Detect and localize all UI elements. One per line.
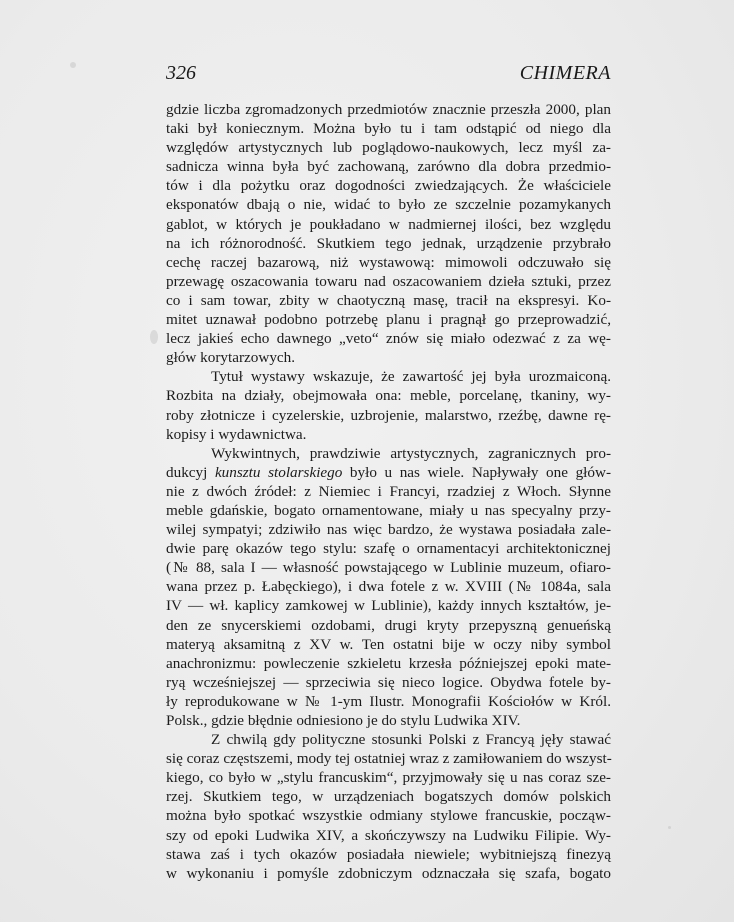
text-line: się coraz częstszemi, mody tej ostatniej wraz z zamiłowaniem do wszyst- bbox=[166, 750, 612, 768]
text-line: przewagę oszacowania towaru nad oszacowaniem dzieła sztuki, przez bbox=[166, 272, 611, 290]
paper-speck bbox=[70, 62, 76, 68]
text-line: gablot, w których je poukładano w nadmiernej ilości, bez względu bbox=[166, 215, 611, 233]
running-head bbox=[166, 62, 611, 90]
text-line: Wykwintnych, prawdziwie artystycznych, zagranicznych pro- bbox=[211, 444, 611, 462]
text-line: anachronizmu: powleczenie szkieletu krzesła późniejszej epoki mate- bbox=[166, 654, 611, 672]
paper-speck bbox=[668, 826, 671, 829]
paragraph bbox=[166, 100, 611, 367]
text-line: względów artystycznych lub poglądowo-naukowych, lecz myśl za- bbox=[166, 139, 611, 157]
text-line: na ich różnorodność. Skutkiem tego jednak, urządzenie przybrało bbox=[166, 234, 611, 252]
text-line: meble gdańskie, bogato ornamentowane, miały u nas specyalny przy- bbox=[166, 501, 611, 519]
text-line: Rozbita na działy, obejmowała ona: meble, porcelanę, tkaniny, wy- bbox=[166, 387, 611, 405]
text-line: wilej sympatyi; zdziwiło nas więc bardzo, że wystawa posiadała zale- bbox=[166, 521, 611, 539]
text-line: gdzie liczba zgromadzonych przedmiotów znacznie przeszła 2000, plan bbox=[166, 101, 611, 118]
page-number: 326 bbox=[166, 62, 196, 84]
text-line: IV — wł. kaplicy zamkowej w Lublinie), każdy innych kształtów, je- bbox=[166, 597, 611, 615]
text-line: roby złotnicze i cyzelerskie, uzbrojenie, malarstwo, rzeźbę, dawne rę- bbox=[166, 406, 611, 424]
text-line: eksponatów dbają o nie, widać to było ze szczelnie pozamykanych bbox=[166, 196, 611, 214]
text-line: co i sam towar, zbity w chaotyczną masę, tracił na ekspresyi. Ko- bbox=[166, 291, 611, 309]
text-line: można było spotkać wszystkie odmiany stylowe francuskie, począw- bbox=[166, 807, 611, 825]
text-line: Z chwilą gdy polityczne stosunki Polski z Francyą jęły stawać bbox=[211, 731, 611, 749]
text-line: kopisy i wydawnictwa. bbox=[166, 425, 307, 443]
text-line: kiego, co było w „stylu francuskim“, przyjmowały się u nas coraz sze- bbox=[166, 769, 611, 787]
text-line: wana przez p. Łabęckiego), i dwa fotele z w. XVIII (№ 1084a, sala bbox=[166, 578, 611, 596]
text-line: ryą wcześniejszej — sprzeciwia się nieco logice. Obydwa fotele by- bbox=[166, 673, 611, 691]
journal-title: CHIMERA bbox=[519, 62, 611, 84]
text-line: materyą aksamitną z XV w. Ten ostatni bije w oczy niby symbol bbox=[166, 635, 611, 653]
paragraph bbox=[166, 730, 611, 883]
text-line: stawa zaś i tych okazów posiadała niewiele; wybitniejszą finezyą bbox=[166, 845, 611, 863]
text-line: (№ 88, sala I — własność powstającego w Lublinie muzeum, ofiaro- bbox=[166, 559, 611, 577]
text-line: Polsk., gdzie błędnie odniesiono je do stylu Ludwika XIV. bbox=[166, 712, 521, 729]
text-line: rzej. Skutkiem tego, w urządzeniach bogatszych domów polskich bbox=[166, 788, 611, 806]
text-line: den ze snycerskiemi ozdobami, drugi kryty przepyszną genueńską bbox=[166, 616, 611, 634]
text-line: tów i dla pożytku oraz dogodności zwiedzających. Że właściciele bbox=[166, 177, 611, 195]
text-line: taki był koniecznym. Można było tu i tam odstąpić od niego dla bbox=[166, 120, 611, 138]
paragraph bbox=[166, 444, 611, 730]
text-line: sadnicza winna była być zachowaną, zarówno dla dobra przedmio- bbox=[166, 158, 611, 176]
paper-speck bbox=[150, 330, 158, 344]
text-line: nie z dwóch źródeł: z Niemiec i Francyi, rzadziej z Włoch. Słynne bbox=[166, 482, 611, 500]
italic-emphasis: kunsztu stolarskiego bbox=[214, 463, 343, 481]
paragraph bbox=[166, 367, 611, 443]
text-line: szy od epoki Ludwika XIV, a skończywszy na Ludwiku Filipie. Wy- bbox=[166, 826, 611, 844]
body-text bbox=[166, 100, 611, 883]
text-line: głów korytarzowych. bbox=[166, 349, 296, 367]
text-line: dukcyj kunsztu stolarskiego było u nas wiele. Napływały one głów- bbox=[166, 463, 612, 481]
text-line: w wykonaniu i pomyśle zdobniczym odznaczała się szafa, bogato bbox=[166, 864, 611, 882]
text-line: ły reprodukowane w № 1-ym Ilustr. Monografii Kościołów w Król. bbox=[166, 692, 611, 710]
text-line: mitet uznawał podobno potrzebę planu i pragnął go przeprowadzić, bbox=[166, 311, 611, 329]
text-line: cechę raczej bazarową, niż wystawową: mimowoli odczuwało się bbox=[166, 253, 611, 271]
text-line: dwie parę okazów tego stylu: szafę o ornamentacyi architektonicznej bbox=[166, 540, 611, 558]
text-line: Tytuł wystawy wskazuje, że zawartość jej była urozmaiconą. bbox=[211, 368, 611, 386]
text-line: lecz jakieś echo dawnego „veto“ znów się miało odezwać z za wę- bbox=[166, 330, 611, 348]
